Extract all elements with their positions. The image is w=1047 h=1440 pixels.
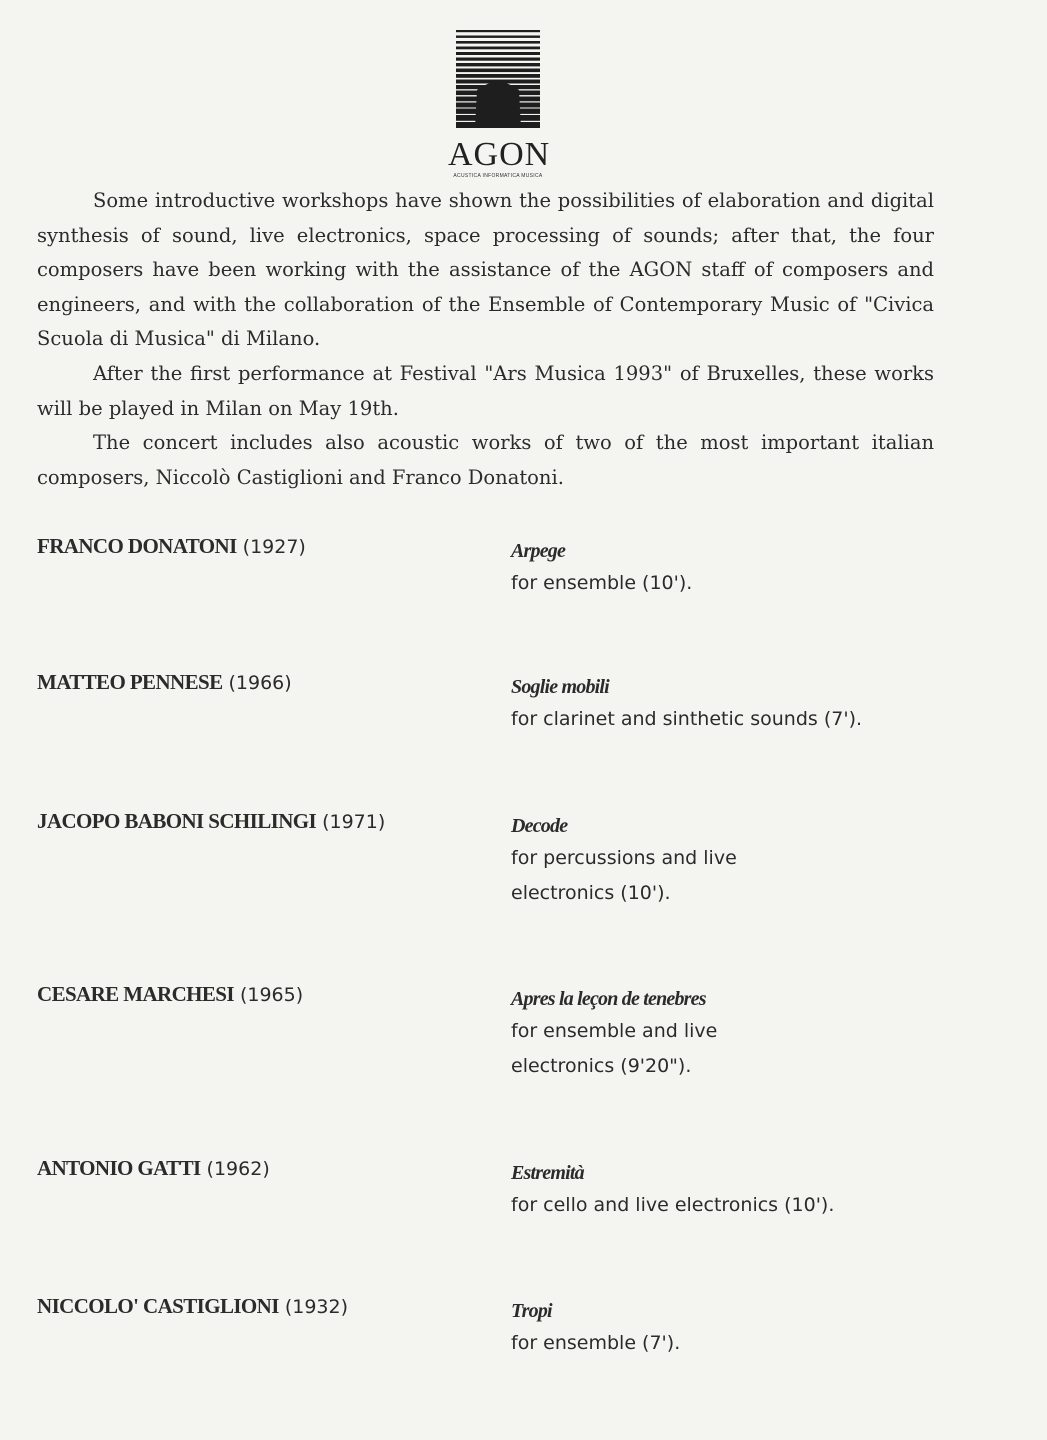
composer-name: FRANCO DONATONI (1927) — [37, 534, 306, 558]
work — [511, 813, 931, 911]
composer-year: (1966) — [228, 672, 292, 694]
work-description: for ensemble (7'). — [511, 1332, 681, 1354]
composer-year: (1971) — [322, 811, 386, 833]
work-description: for ensemble and live electronics (9'20"). — [511, 1020, 718, 1077]
work-title: Arpege — [511, 540, 566, 562]
work-description: for ensemble (10'). — [511, 572, 693, 594]
work-title: Soglie mobili — [511, 676, 609, 698]
work — [511, 986, 931, 1084]
composer-name: JACOPO BABONI SCHILINGI (1971) — [37, 809, 386, 833]
intro-paragraph-3: The concert includes also acoustic works of two of the most important italian composers, Niccolò Castiglioni and Franco Donatoni. — [37, 431, 934, 489]
logo-subtitle: ACUSTICA INFORMATICA MUSICA — [453, 173, 543, 179]
work-title: Estremità — [511, 1162, 584, 1184]
logo-name: AGON — [448, 136, 551, 173]
intro-paragraph-1: Some introductive workshops have shown the possibilities of elaboration and digital synthesis of sound, live electronics, space processing of sounds; after that, the four composers have been working with the assistance of the AGON staff of composers and engineers, and with the collaboration of the Ensemble of Contemporary Music of "Civica Scuola di Musica" di Milano. — [37, 189, 934, 351]
agon-logo-mark-icon — [455, 30, 541, 132]
work — [511, 538, 931, 601]
composer-name: CESARE MARCHESI (1965) — [37, 982, 304, 1006]
work-description: for clarinet and sinthetic sounds (7'). — [511, 708, 863, 730]
work-title: Decode — [511, 815, 568, 837]
work — [511, 674, 931, 737]
composer-name: ANTONIO GATTI (1962) — [37, 1156, 270, 1180]
composer-year: (1932) — [284, 1296, 348, 1318]
work-title: Apres la leçon de tenebres — [511, 988, 706, 1010]
composer-year: (1962) — [206, 1158, 270, 1180]
work-description: for percussions and live electronics (10'). — [511, 847, 737, 904]
intro-paragraph-2: After the first performance at Festival "Ars Musica 1993" of Bruxelles, these works will be played in Milan on May 19th. — [37, 361, 934, 420]
work-title: Tropi — [511, 1300, 552, 1322]
agon-logo — [448, 30, 551, 179]
composer-name: MATTEO PENNESE (1966) — [37, 670, 292, 694]
work — [511, 1160, 931, 1223]
composer-name: NICCOLO' CASTIGLIONI (1932) — [37, 1294, 348, 1318]
intro-text — [37, 184, 934, 495]
work-description: for cello and live electronics (10'). — [511, 1194, 835, 1216]
composer-year: (1965) — [239, 984, 304, 1006]
composer-year: (1927) — [242, 536, 306, 558]
work — [511, 1298, 931, 1361]
